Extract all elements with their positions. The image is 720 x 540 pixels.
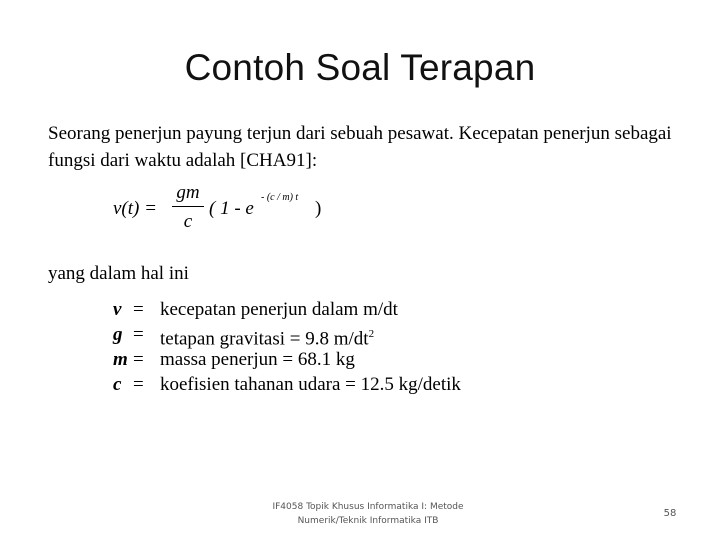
definition-symbol: c [113, 374, 122, 395]
velocity-formula [113, 182, 413, 238]
intro-line-1: Seorang penerjun payung terjun dari sebuah pesawat. Kecepatan penerjun sebagai [48, 123, 672, 144]
definition-text: kecepatan penerjun dalam m/dt [160, 299, 398, 320]
definition-equals: = [133, 349, 144, 370]
fraction-bar [172, 206, 204, 207]
definition-text: tetapan gravitasi = 9.8 m/dt [160, 328, 369, 350]
definition-symbol: m [113, 349, 128, 370]
definition-equals: = [133, 324, 144, 345]
intro-line-2: fungsi dari waktu adalah [CHA91]: [48, 150, 318, 171]
formula-rhs-open: ( 1 - e [209, 198, 254, 219]
where-label: yang dalam hal ini [48, 263, 189, 284]
formula-rhs-close: ) [315, 198, 322, 219]
footer-line-1: IF4058 Topik Khusus Informatika I: Metode [272, 502, 464, 512]
slide-title: Contoh Soal Terapan [184, 47, 536, 88]
definition-equals: = [133, 374, 144, 395]
intro-paragraph [48, 120, 718, 174]
formula-lhs: v(t) = [113, 198, 157, 219]
formula-numerator: gm [176, 182, 200, 203]
definition-text: massa penerjun = 68.1 kg [160, 349, 355, 370]
definition-equals: = [133, 299, 144, 320]
page-number: 58 [663, 508, 677, 519]
definition-text: koefisien tahanan udara = 12.5 kg/detik [160, 374, 461, 395]
footer-line-2: Numerik/Teknik Informatika ITB [297, 516, 439, 526]
definition-superscript: 2 [368, 328, 375, 340]
definition-symbol: g [113, 324, 123, 345]
slide-footer [250, 500, 486, 528]
formula-exponent: - (c / m) t [261, 192, 299, 203]
definition-symbol: v [113, 299, 122, 320]
formula-denominator: c [183, 211, 193, 232]
